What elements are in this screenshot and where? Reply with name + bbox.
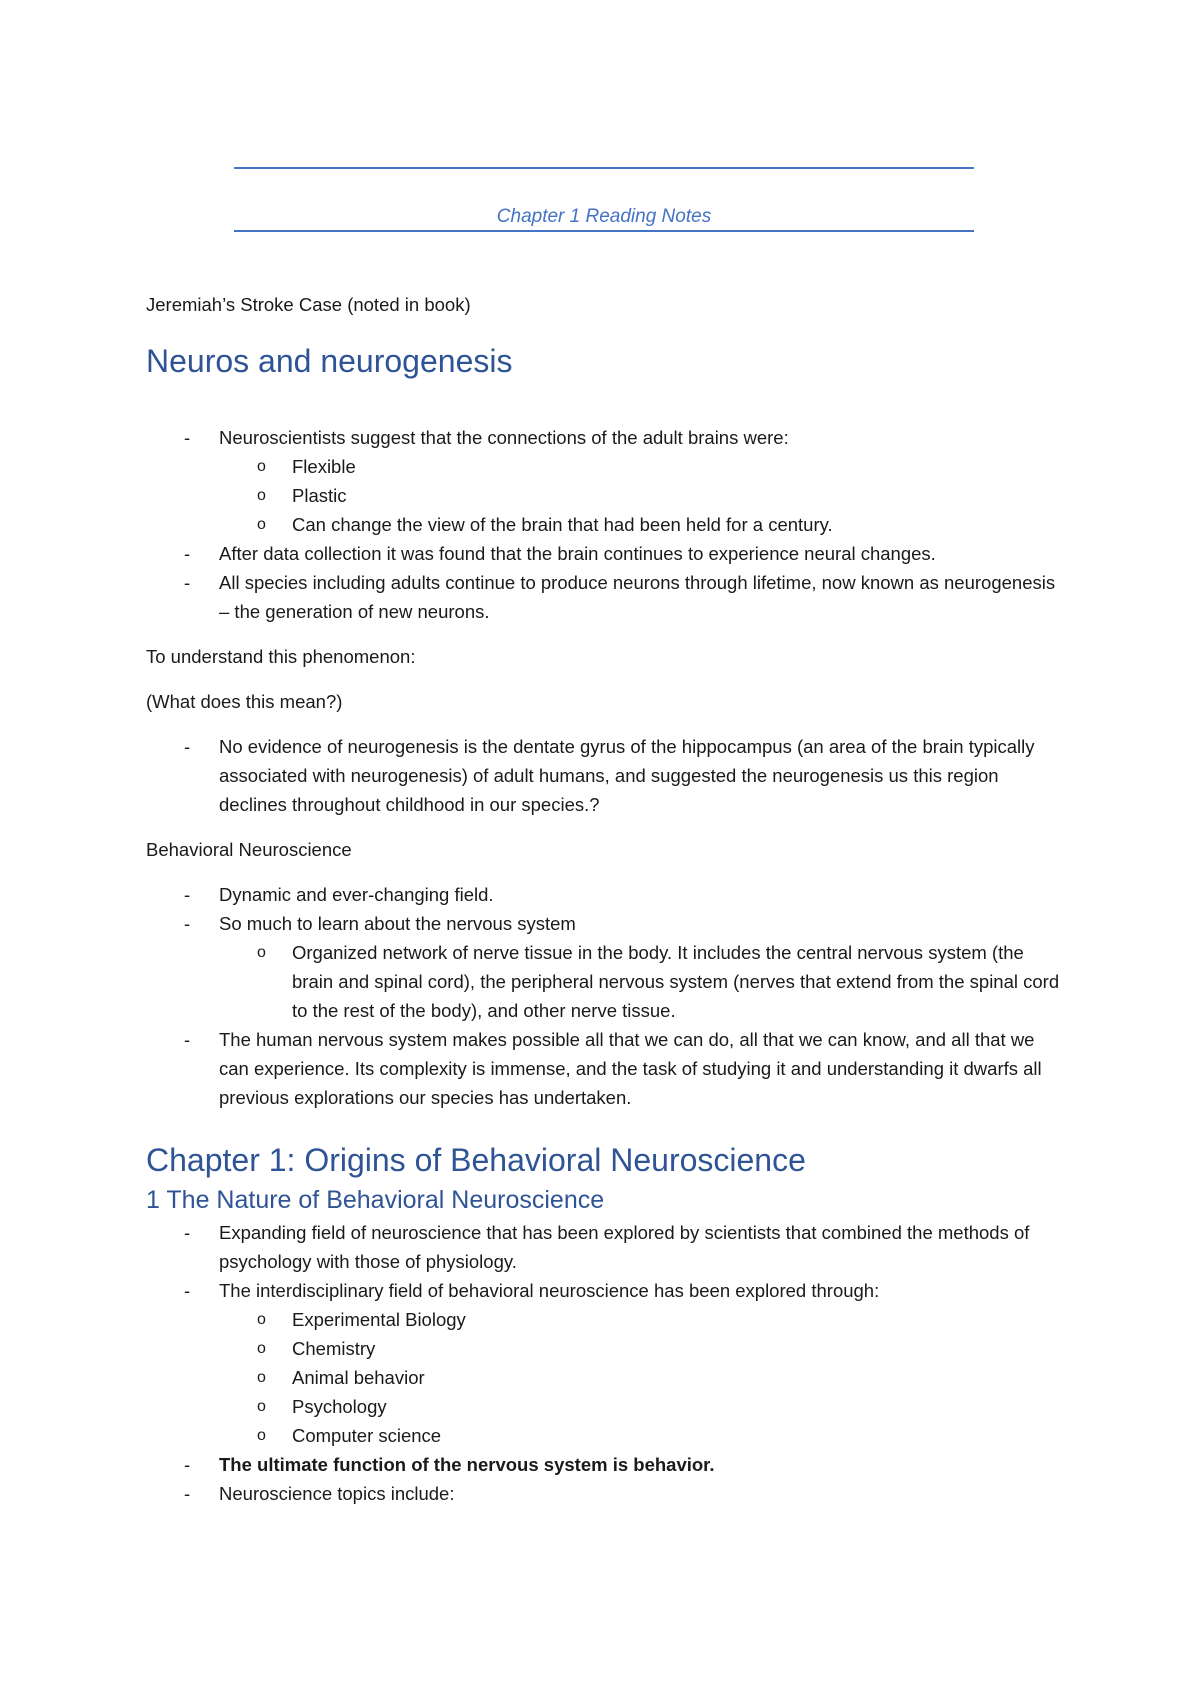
list-item-text: Neuroscience topics include:: [219, 1483, 455, 1504]
circle-bullet: o: [257, 458, 266, 475]
sub-list-item: [219, 1421, 1066, 1450]
circle-bullet: o: [257, 516, 266, 533]
circle-bullet: o: [257, 1311, 266, 1328]
circle-bullet: o: [257, 1427, 266, 1444]
list-item-text: Expanding field of neuroscience that has been explored by scientists that combined the methods of psychology with those of physiology.: [219, 1222, 1030, 1272]
sub-list-item: [219, 1305, 1066, 1334]
list-item: [146, 1218, 1066, 1276]
dash-bullet: -: [184, 913, 191, 934]
evidence-list: [146, 732, 1066, 819]
document-title: Chapter 1 Reading Notes: [496, 206, 712, 227]
chapter-heading: Chapter 1: Origins of Behavioral Neuroscience: [146, 1142, 806, 1178]
neurogenesis-list: [146, 423, 1066, 626]
dash-bullet: -: [184, 427, 191, 448]
sub-list-item-text: Chemistry: [292, 1338, 376, 1359]
section-heading-neurogenesis: Neuros and neurogenesis: [146, 343, 513, 379]
sub-list: [219, 452, 1066, 539]
list-item-text: No evidence of neurogenesis is the dentate gyrus of the hippocampus (an area of the brain typically associated with neurogenesis) of adult humans, and suggested the neurogenesis us this region declines throughout childhood in our species.?: [219, 736, 1035, 815]
list-item-text: The ultimate function of the nervous system is behavior.: [219, 1454, 715, 1475]
sub-list: [219, 938, 1066, 1025]
list-item: [146, 732, 1066, 819]
sub-list-item: [219, 938, 1066, 1025]
circle-bullet: o: [257, 944, 266, 961]
sub-list-item: [219, 481, 1066, 510]
circle-bullet: o: [257, 487, 266, 504]
list-item-text: The human nervous system makes possible all that we can do, all that we can know, and all that we can experience. Its complexity is immense, and the task of studying it and understanding it dwarfs all previous explorations our species has undertaken.: [219, 1029, 1042, 1108]
sub-list: [219, 1305, 1066, 1450]
list-item: [146, 423, 1066, 539]
sub-list-item-text: Animal behavior: [292, 1367, 425, 1388]
dash-bullet: -: [184, 1029, 191, 1050]
list-item-text: After data collection it was found that the brain continues to experience neural changes.: [219, 543, 936, 564]
sub-list-item-text: Organized network of nerve tissue in the body. It includes the central nervous system (the brain and spinal cord), the peripheral nervous system (nerves that extend from the spinal cord to the rest of the body), and other nerve tissue.: [292, 942, 1060, 1021]
dash-bullet: -: [184, 543, 191, 564]
dash-bullet: -: [184, 1454, 191, 1475]
list-item: [146, 539, 1066, 568]
question-line: (What does this mean?): [146, 691, 343, 712]
list-item-text: Dynamic and ever-changing field.: [219, 884, 494, 905]
sub-list-item-text: Computer science: [292, 1425, 442, 1446]
list-item: [146, 1276, 1066, 1450]
list-item: [146, 568, 1066, 626]
list-item: [146, 909, 1066, 1025]
list-item: [146, 1450, 1066, 1479]
list-item-text: The interdisciplinary field of behavioral neuroscience has been explored through:: [219, 1280, 880, 1301]
dash-bullet: -: [184, 884, 191, 905]
sub-list-item: [219, 1392, 1066, 1421]
list-item: [146, 880, 1066, 909]
list-item-text: All species including adults continue to produce neurons through lifetime, now known as neurogenesis – the generation of new neurons.: [219, 572, 1056, 622]
chapter-list: [146, 1218, 1066, 1508]
dash-bullet: -: [184, 572, 191, 593]
list-item: [146, 1025, 1066, 1112]
intro-line: Jeremiah’s Stroke Case (noted in book): [146, 294, 471, 315]
sub-list-item: [219, 510, 1066, 539]
sub-list-item-text: Psychology: [292, 1396, 387, 1417]
document-body: [146, 290, 1066, 1524]
circle-bullet: o: [257, 1369, 266, 1386]
dash-bullet: -: [184, 736, 191, 757]
sub-list-item-text: Can change the view of the brain that had been held for a century.: [292, 514, 833, 535]
list-item-text: Neuroscientists suggest that the connections of the adult brains were:: [219, 427, 789, 448]
sub-list-item-text: Experimental Biology: [292, 1309, 466, 1330]
sub-list-item-text: Plastic: [292, 485, 347, 506]
dash-bullet: -: [184, 1483, 191, 1504]
dash-bullet: -: [184, 1280, 191, 1301]
sub-list-item-text: Flexible: [292, 456, 356, 477]
list-item: [146, 1479, 1066, 1508]
circle-bullet: o: [257, 1340, 266, 1357]
understand-line: To understand this phenomenon:: [146, 646, 416, 667]
sub-list-item: [219, 452, 1066, 481]
dash-bullet: -: [184, 1222, 191, 1243]
circle-bullet: o: [257, 1398, 266, 1415]
header-top-rule: [234, 167, 974, 169]
behavioral-label: Behavioral Neuroscience: [146, 839, 352, 860]
list-item-text: So much to learn about the nervous system: [219, 913, 576, 934]
sub-list-item: [219, 1334, 1066, 1363]
sub-list-item: [219, 1363, 1066, 1392]
chapter-subheading: 1 The Nature of Behavioral Neuroscience: [146, 1186, 605, 1214]
behavioral-list: [146, 880, 1066, 1112]
header-bottom-rule: [234, 230, 974, 232]
